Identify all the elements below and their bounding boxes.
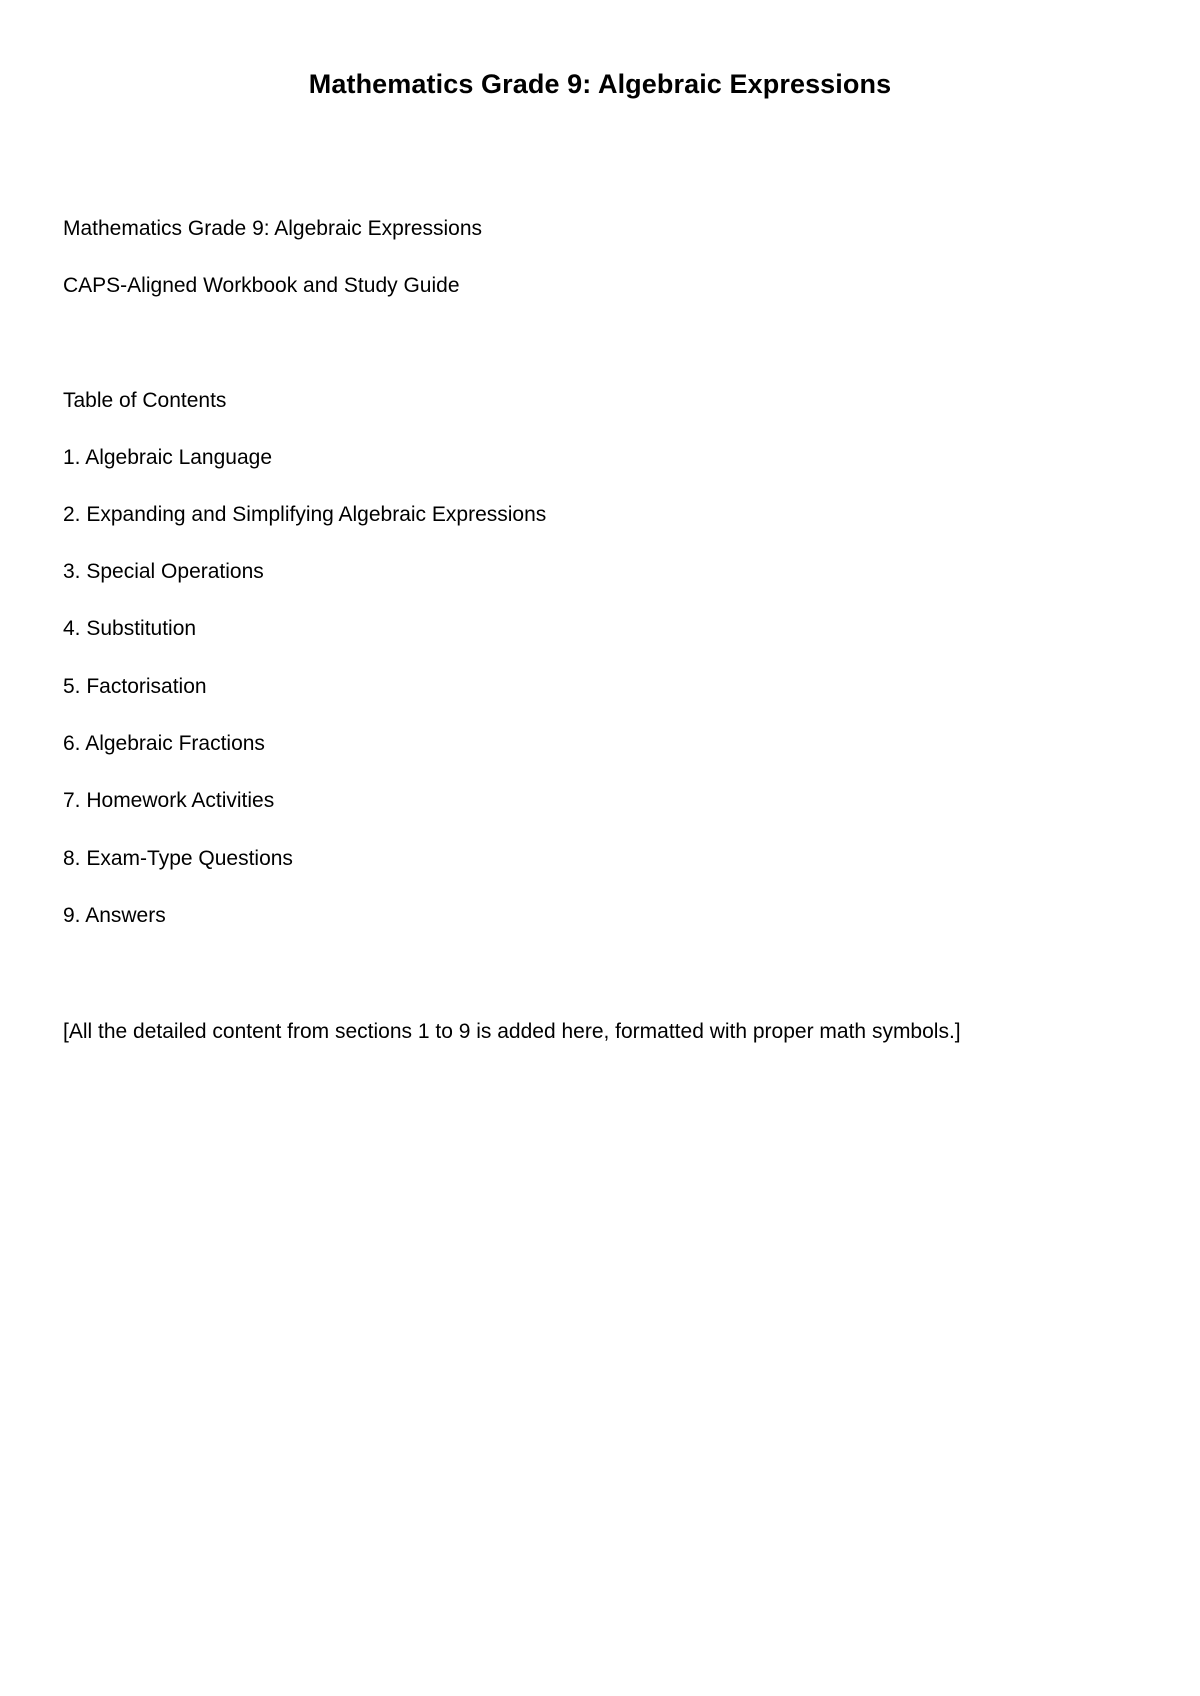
- document-subtitle: Mathematics Grade 9: Algebraic Expressions: [63, 217, 483, 240]
- document-title: Mathematics Grade 9: Algebraic Expressions: [308, 69, 892, 99]
- content-note: [All the detailed content from sections 1 to 9 is added here, formatted with proper math symbols.]: [63, 1020, 961, 1043]
- toc-item: 2. Expanding and Simplifying Algebraic Expressions: [63, 503, 547, 526]
- toc-item: 4. Substitution: [63, 617, 197, 640]
- toc-item: 1. Algebraic Language: [63, 446, 273, 469]
- toc-item: 3. Special Operations: [63, 560, 264, 583]
- toc-heading: Table of Contents: [63, 389, 227, 412]
- toc-item: 5. Factorisation: [63, 675, 207, 698]
- toc-item: 9. Answers: [63, 904, 166, 927]
- toc-item: 6. Algebraic Fractions: [63, 732, 265, 755]
- toc-item: 7. Homework Activities: [63, 789, 275, 812]
- toc-item: 8. Exam-Type Questions: [63, 847, 293, 870]
- document-description: CAPS-Aligned Workbook and Study Guide: [63, 274, 460, 297]
